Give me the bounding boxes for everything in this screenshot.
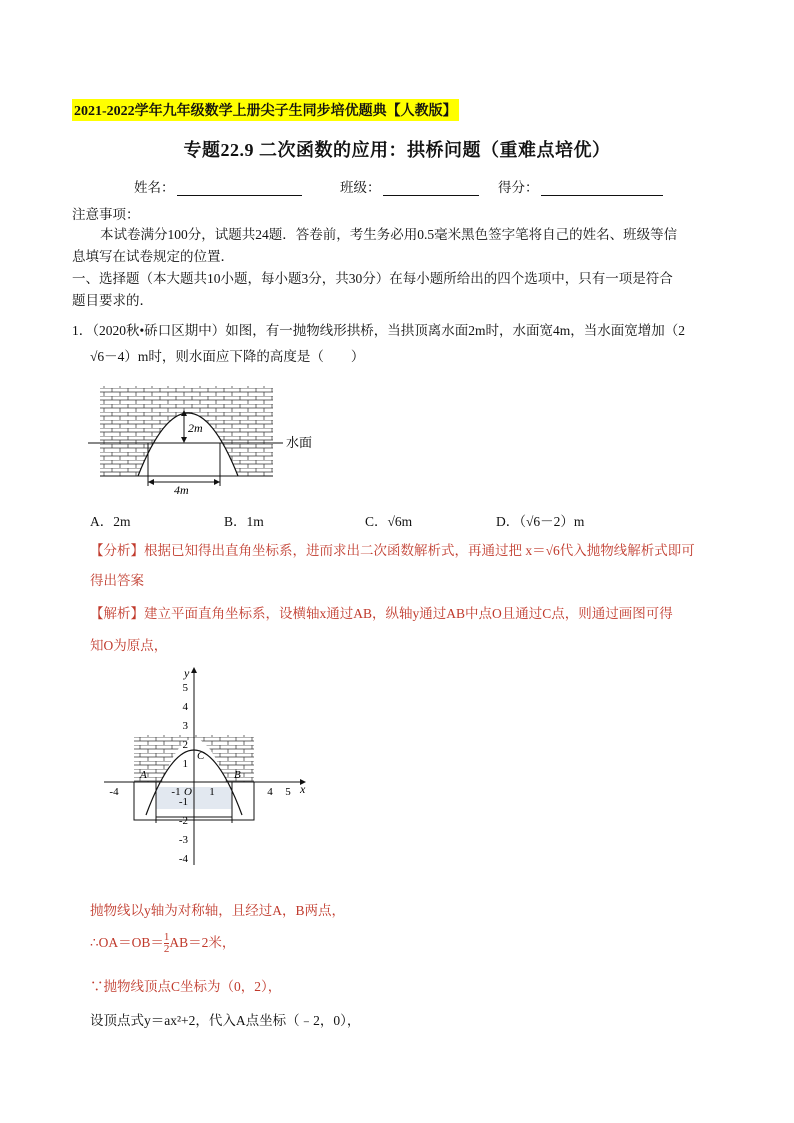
analysis-text-1: 根据已知得出直角坐标系，进而求出二次函数解析式，再通过把 x＝√6代入抛物线解析式即可 [144, 543, 695, 558]
class-blank[interactable] [383, 181, 479, 196]
series-banner: 2021-2022学年九年级数学上册尖子生同步培优题典【人教版】 [72, 99, 459, 121]
name-field[interactable] [134, 176, 302, 196]
y-tick: 2 [182, 739, 188, 751]
y-tick: 5 [182, 682, 188, 694]
y-tick: -3 [178, 834, 188, 846]
notice-heading: 注意事项： [72, 207, 140, 222]
class-label: 班级： [340, 180, 381, 195]
point-b-label: B [234, 769, 241, 781]
y-tick: 4 [182, 701, 188, 713]
point-a-label: A [140, 769, 147, 781]
coordinate-figure [100, 665, 320, 870]
step-1: 抛物线以y轴为对称轴，且经过A，B两点， [90, 903, 346, 918]
name-blank[interactable] [177, 181, 302, 196]
page-title: 专题22.9 二次函数的应用：拱桥问题（重难点培优） [183, 140, 611, 160]
score-blank[interactable] [541, 181, 663, 196]
x-tick: -4 [109, 786, 119, 798]
y-tick: -4 [178, 853, 188, 865]
option-c[interactable]: C．√6m [365, 514, 413, 529]
y-tick: -1 [178, 796, 188, 808]
step-3: ∵抛物线顶点C坐标为（0，2）， [90, 979, 282, 994]
step-2-prefix: ∴OA＝OB＝ [90, 935, 164, 950]
y-tick: 3 [182, 720, 188, 732]
analysis-tag: 【分析】 [90, 543, 144, 558]
x-tick: 1 [209, 786, 215, 798]
x-axis-label: x [300, 782, 306, 796]
solution-line-1 [90, 603, 730, 625]
option-b[interactable]: B．1m [224, 514, 264, 529]
name-label: 姓名： [134, 180, 175, 195]
arch-bridge-figure [88, 380, 328, 495]
notice-line-1: 本试卷满分100分，试题共24题．答卷前，考生务必用0.5毫米黑色签字笔将自己的姓名、班级等信 [100, 227, 678, 242]
analysis-line-1 [90, 540, 730, 562]
question-line-1: 1．（2020秋•硚口区期中）如图，有一抛物线形拱桥，当拱顶离水面2m时，水面宽4m，当水面宽增加（2 [72, 323, 685, 338]
score-label: 得分： [498, 180, 539, 195]
notice-line-2: 息填写在试卷规定的位置． [72, 249, 234, 264]
solution-line-2: 知O为原点， [90, 638, 168, 653]
height-label: 2m [188, 421, 203, 435]
x-tick: 4 [267, 786, 273, 798]
solution-tag: 【解析】 [90, 606, 144, 621]
option-a[interactable]: A．2m [90, 514, 131, 529]
score-field[interactable] [498, 176, 663, 196]
option-d[interactable]: D．（√6－2）m [496, 514, 585, 529]
brick-wall [100, 386, 273, 476]
section-line-1: 一、选择题（本大题共10小题，每小题3分，共30分）在每小题所给出的四个选项中，只有一项是符合 [72, 271, 673, 286]
y-axis-label: y [184, 666, 190, 680]
solution-text-1: 建立平面直角坐标系，设横轴x通过AB，纵轴y通过AB中点O且通过C点，则通过画图可得 [144, 606, 673, 621]
question-line-2: √6－4）m时，则水面应下降的高度是（ ） [90, 349, 365, 364]
width-label: 4m [174, 483, 189, 495]
step-2 [90, 932, 740, 955]
x-tick: 5 [285, 786, 291, 798]
point-o-label: O [184, 786, 192, 798]
section-line-2: 题目要求的． [72, 293, 153, 308]
y-tick: -2 [178, 815, 188, 827]
fraction-numerator: 1 [163, 931, 170, 944]
analysis-line-2: 得出答案 [90, 573, 144, 588]
x-tick: -1 [171, 786, 181, 798]
class-field[interactable] [340, 176, 479, 196]
step-4: 设顶点式y＝ax²+2，代入A点坐标（﹣2，0）， [90, 1013, 361, 1028]
point-c-label: C [197, 750, 205, 762]
water-label: 水面 [286, 435, 313, 450]
y-tick: 1 [182, 758, 188, 770]
step-2-suffix: AB＝2米， [169, 935, 236, 950]
fraction-denominator: 2 [163, 943, 170, 956]
